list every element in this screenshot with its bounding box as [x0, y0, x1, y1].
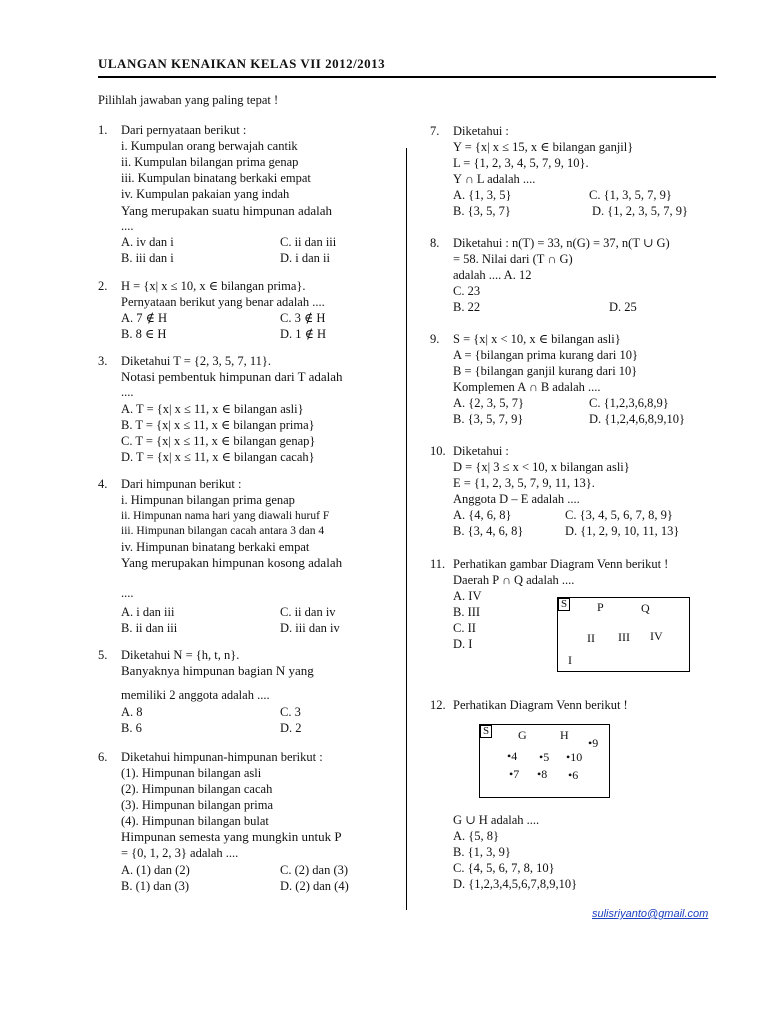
- list-item: (4). Himpunan bilangan bulat: [121, 814, 269, 828]
- question-stem: Diketahui N = {h, t, n}.: [121, 648, 240, 662]
- question-line: Daerah P ∩ Q adalah ....: [453, 573, 575, 587]
- question-line: Komplemen A ∩ B adalah ....: [453, 380, 601, 394]
- question-sub: memiliki 2 anggota adalah ....: [121, 688, 270, 702]
- option-d: D. 1 ∉ H: [280, 327, 327, 341]
- venn-diagram-gh: [479, 724, 610, 798]
- option-a: A. 8: [121, 705, 143, 719]
- option-d: D. 2: [280, 721, 302, 735]
- element-10: •10: [566, 750, 583, 764]
- list-item: (3). Himpunan bilangan prima: [121, 798, 274, 812]
- list-item: ii. Kumpulan bilangan prima genap: [121, 155, 299, 169]
- author-email-link[interactable]: sulisriyanto@gmail.com: [592, 908, 709, 920]
- question-stem: H = {x| x ≤ 10, x ∈ bilangan prima}.: [121, 279, 306, 293]
- option-a: A. {5, 8}: [453, 829, 500, 843]
- set-q-label: Q: [641, 601, 650, 615]
- title-rule: [98, 76, 716, 78]
- region-ii-label: II: [587, 631, 595, 645]
- option-d: D. {1, 2, 3, 5, 7, 9}: [592, 204, 689, 218]
- question-sub: Notasi pembentuk himpunan dari T adalah: [121, 369, 343, 384]
- region-iii-label: III: [618, 630, 630, 644]
- question-number: 10.: [430, 444, 446, 458]
- option-b: B. iii dan i: [121, 251, 174, 265]
- option-b: B. {1, 3, 9}: [453, 845, 511, 859]
- option-d: D. iii dan iv: [280, 621, 340, 635]
- question-sub: Banyaknya himpunan bagian N yang: [121, 663, 314, 678]
- question-line: L = {1, 2, 3, 4, 5, 7, 9, 10}.: [453, 156, 589, 170]
- option-a: A. IV: [453, 589, 482, 603]
- option-c: C. {1, 3, 5, 7, 9}: [589, 188, 672, 202]
- question-line: D = {x| 3 ≤ x < 10, x bilangan asli}: [453, 460, 630, 474]
- option-d: D. T = {x| x ≤ 11, x ∈ bilangan cacah}: [121, 450, 315, 464]
- question-number: 6.: [98, 750, 108, 764]
- element-5: •5: [539, 750, 550, 764]
- list-item: i. Kumpulan orang berwajah cantik: [121, 139, 298, 153]
- question-line: G ∪ H adalah ....: [453, 813, 540, 827]
- option-b: B. {3, 4, 6, 8}: [453, 524, 524, 538]
- ellipsis: ....: [121, 219, 134, 233]
- set-h-label: H: [560, 728, 569, 742]
- list-item: iv. Himpunan binatang berkaki empat: [121, 540, 310, 554]
- option-b: B. {3, 5, 7}: [453, 204, 511, 218]
- option-a: A. T = {x| x ≤ 11, x ∈ bilangan asli}: [121, 402, 304, 416]
- option-a: A. {2, 3, 5, 7}: [453, 396, 525, 410]
- question-line: = 58. Nilai dari (T ∩ G): [453, 252, 573, 266]
- question-number: 8.: [430, 236, 440, 250]
- set-g-label: G: [518, 728, 527, 742]
- element-4: •4: [507, 749, 518, 763]
- question-tail: Yang merupakan suatu himpunan adalah: [121, 203, 332, 218]
- option-d: D. I: [453, 637, 473, 651]
- option-d: D. {1,2,4,6,8,9,10}: [589, 412, 686, 426]
- question-stem: Diketahui himpunan-himpunan berikut :: [121, 750, 323, 764]
- option-c: C. {3, 4, 5, 6, 7, 8, 9}: [565, 508, 673, 522]
- question-tail: Himpunan semesta yang mungkin untuk P: [121, 829, 342, 844]
- region-iv-label: IV: [650, 629, 663, 643]
- option-a: A. iv dan i: [121, 235, 174, 249]
- option-c: C. 3: [280, 705, 301, 719]
- option-a: A. (1) dan (2): [121, 863, 190, 877]
- option-a: A. {1, 3, 5}: [453, 188, 512, 202]
- option-c: C. II: [453, 621, 476, 635]
- option-c: C. (2) dan (3): [280, 863, 349, 877]
- option-b: B. (1) dan (3): [121, 879, 190, 893]
- option-d: D. (2) dan (4): [280, 879, 349, 893]
- question-line: A = {bilangan prima kurang dari 10}: [453, 348, 638, 362]
- region-i-label: I: [568, 653, 572, 667]
- option-b: B. III: [453, 605, 481, 619]
- list-item: (2). Himpunan bilangan cacah: [121, 782, 273, 796]
- question-number: 2.: [98, 279, 108, 293]
- element-7: •7: [509, 767, 520, 781]
- question-line: B = {bilangan ganjil kurang dari 10}: [453, 364, 638, 378]
- option-c: C. ii dan iii: [280, 235, 337, 249]
- question-stem: Perhatikan gambar Diagram Venn berikut !: [453, 557, 669, 571]
- option-c: C. T = {x| x ≤ 11, x ∈ bilangan genap}: [121, 434, 316, 448]
- option-b: B. T = {x| x ≤ 11, x ∈ bilangan prima}: [121, 418, 315, 432]
- element-8: •8: [537, 767, 548, 781]
- question-stem: Diketahui : n(T) = 33, n(G) = 37, n(T ∪ G): [453, 236, 670, 250]
- question-number: 9.: [430, 332, 440, 346]
- option-c: C. {4, 5, 6, 7, 8, 10}: [453, 861, 555, 875]
- question-stem: Diketahui :: [453, 444, 509, 458]
- question-sub: Pernyataan berikut yang benar adalah ....: [121, 295, 325, 309]
- question-stem: Dari pernyataan berikut :: [121, 123, 247, 137]
- option-b: B. ii dan iii: [121, 621, 178, 635]
- list-item: iii. Himpunan bilangan cacah antara 3 dan 4: [121, 525, 325, 537]
- question-stem: Diketahui :: [453, 124, 509, 138]
- option-a: A. i dan iii: [121, 605, 175, 619]
- list-item: i. Himpunan bilangan prima genap: [121, 493, 295, 507]
- question-line: Y = {x| x ≤ 15, x ∈ bilangan ganjil}: [453, 140, 634, 154]
- option-d: D. 25: [609, 300, 637, 314]
- question-line: adalah .... A. 12: [453, 268, 532, 282]
- universal-set-label: S: [480, 725, 492, 738]
- option-b: B. 22: [453, 300, 481, 314]
- list-item: iii. Kumpulan binatang berkaki empat: [121, 171, 311, 185]
- question-stem: Perhatikan Diagram Venn berikut !: [453, 698, 628, 712]
- option-b: B. {3, 5, 7, 9}: [453, 412, 524, 426]
- list-item: iv. Kumpulan pakaian yang indah: [121, 187, 290, 201]
- ellipsis: ....: [121, 586, 134, 600]
- instruction: Pilihlah jawaban yang paling tepat !: [98, 93, 279, 107]
- option-c: C. {1,2,3,6,8,9}: [589, 396, 669, 410]
- universal-set-label: S: [558, 598, 570, 611]
- set-p-label: P: [597, 600, 604, 614]
- venn-diagram-pq: [557, 597, 690, 672]
- question-number: 11.: [430, 557, 446, 571]
- question-number: 5.: [98, 648, 108, 662]
- option-b: B. 8 ∈ H: [121, 327, 167, 341]
- option-d: D. i dan ii: [280, 251, 330, 265]
- option-c: C. ii dan iv: [280, 605, 336, 619]
- question-line: Y ∩ L adalah ....: [453, 172, 536, 186]
- option-c: C. 3 ∉ H: [280, 311, 326, 325]
- list-item: ii. Himpunan nama hari yang diawali huruf F: [121, 510, 330, 522]
- question-line: E = {1, 2, 3, 5, 7, 9, 11, 13}.: [453, 476, 595, 490]
- question-stem: Dari himpunan berikut :: [121, 477, 242, 491]
- question-stem: S = {x| x < 10, x ∈ bilangan asli}: [453, 332, 621, 346]
- question-tail: = {0, 1, 2, 3} adalah ....: [121, 846, 239, 860]
- option-a: A. {4, 6, 8}: [453, 508, 512, 522]
- ellipsis: ....: [121, 385, 134, 399]
- question-number: 7.: [430, 124, 440, 138]
- option-d: D. {1,2,3,4,5,6,7,8,9,10}: [453, 877, 578, 891]
- question-number: 1.: [98, 123, 108, 137]
- option-a: A. 7 ∉ H: [121, 311, 168, 325]
- question-number: 12.: [430, 698, 446, 712]
- list-item: (1). Himpunan bilangan asli: [121, 766, 262, 780]
- question-line: Anggota D – E adalah ....: [453, 492, 580, 506]
- option-c: C. 23: [453, 284, 481, 298]
- question-stem: Diketahui T = {2, 3, 5, 7, 11}.: [121, 354, 272, 368]
- element-6: •6: [568, 768, 579, 782]
- option-b: B. 6: [121, 721, 142, 735]
- question-tail: Yang merupakan himpunan kosong adalah: [121, 555, 343, 570]
- page-title: ULANGAN KENAIKAN KELAS VII 2012/2013: [98, 56, 386, 71]
- element-9: •9: [588, 736, 599, 750]
- column-divider: [406, 148, 407, 910]
- question-number: 4.: [98, 477, 108, 491]
- question-number: 3.: [98, 354, 108, 368]
- option-d: D. {1, 2, 9, 10, 11, 13}: [565, 524, 680, 538]
